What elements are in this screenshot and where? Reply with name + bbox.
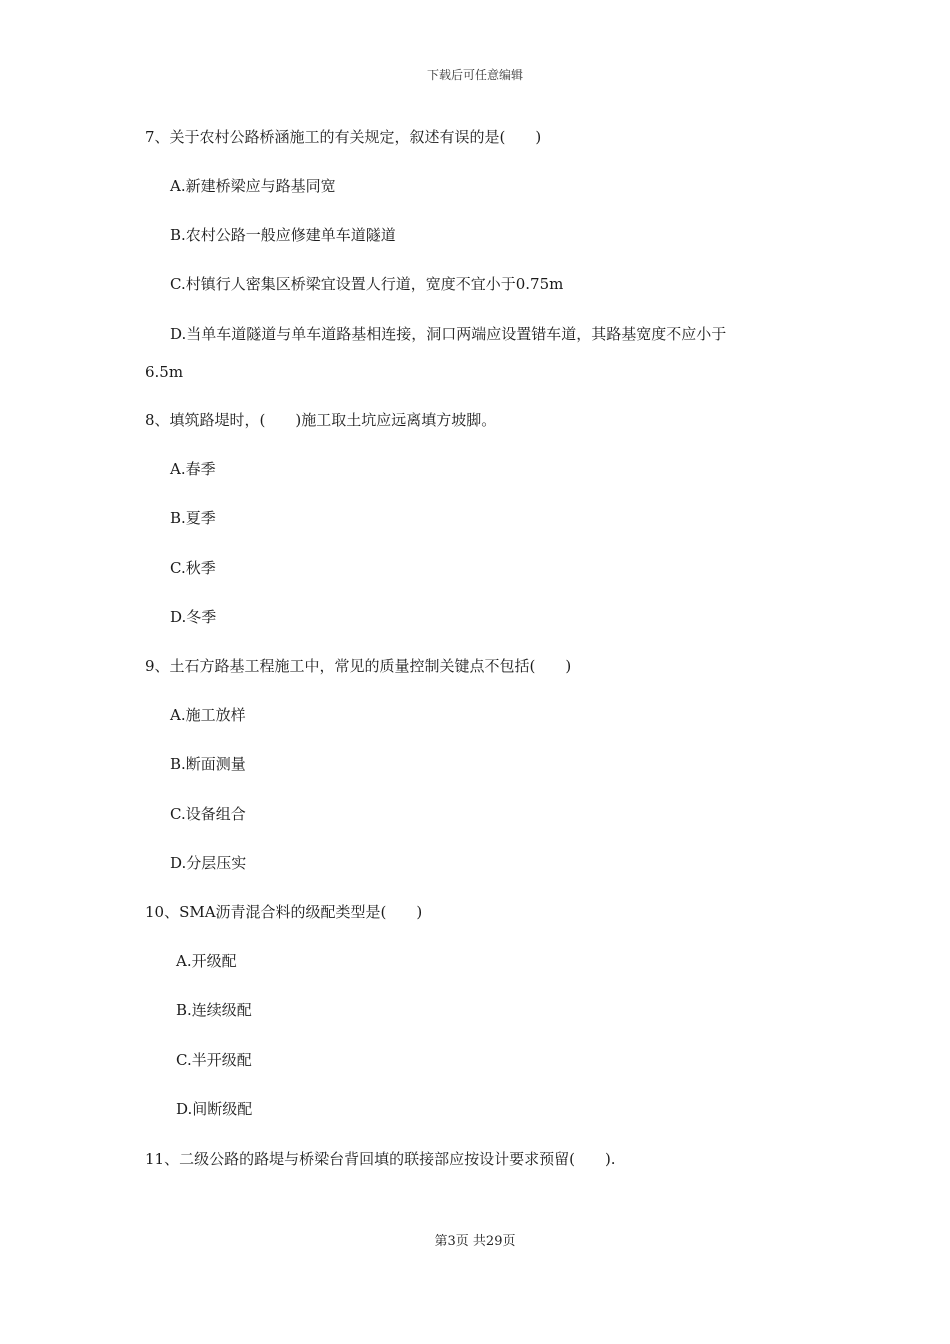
question-8-option-a: A.春季 [170,460,216,478]
question-10-stem: 10、SMA沥青混合料的级配类型是( ) [145,903,423,921]
question-10-option-c: C.半开级配 [176,1051,252,1069]
question-10-option-b: B.连续级配 [176,1001,252,1019]
question-9-option-d: D.分层压实 [170,854,247,872]
question-9-option-a: A.施工放样 [170,706,246,724]
question-9-stem: 9、土石方路基工程施工中，常见的质量控制关键点不包括( ) [145,657,572,675]
question-7-option-a: A.新建桥梁应与路基同宽 [170,177,336,195]
page-footer: 第3页 共29页 [434,1234,516,1249]
question-11-stem: 11、二级公路的路堤与桥梁台背回填的联接部应按设计要求预留( ). [145,1150,616,1168]
question-8-stem: 8、填筑路堤时，( )施工取土坑应远离填方坡脚。 [145,411,497,429]
question-8-option-b: B.夏季 [170,509,216,527]
question-8-option-d: D.冬季 [170,608,217,626]
question-7-option-d-continuation: 6.5m [145,363,184,381]
question-9-option-b: B.断面测量 [170,755,246,773]
question-8-option-c: C.秋季 [170,559,216,577]
question-7-option-b: B.农村公路一般应修建单车道隧道 [170,226,396,244]
question-7-stem: 7、关于农村公路桥涵施工的有关规定，叙述有误的是( ) [145,128,542,146]
question-9-option-c: C.设备组合 [170,805,246,823]
question-7-option-c: C.村镇行人密集区桥梁宜设置人行道，宽度不宜小于0.75m [170,275,564,293]
question-10-option-d: D.间断级配 [176,1100,253,1118]
question-7-option-d: D.当单车道隧道与单车道路基相连接，洞口两端应设置错车道，其路基宽度不应小于 [170,325,727,343]
page-header: 下载后可任意编辑 [426,68,523,82]
question-10-option-a: A.开级配 [176,952,237,970]
